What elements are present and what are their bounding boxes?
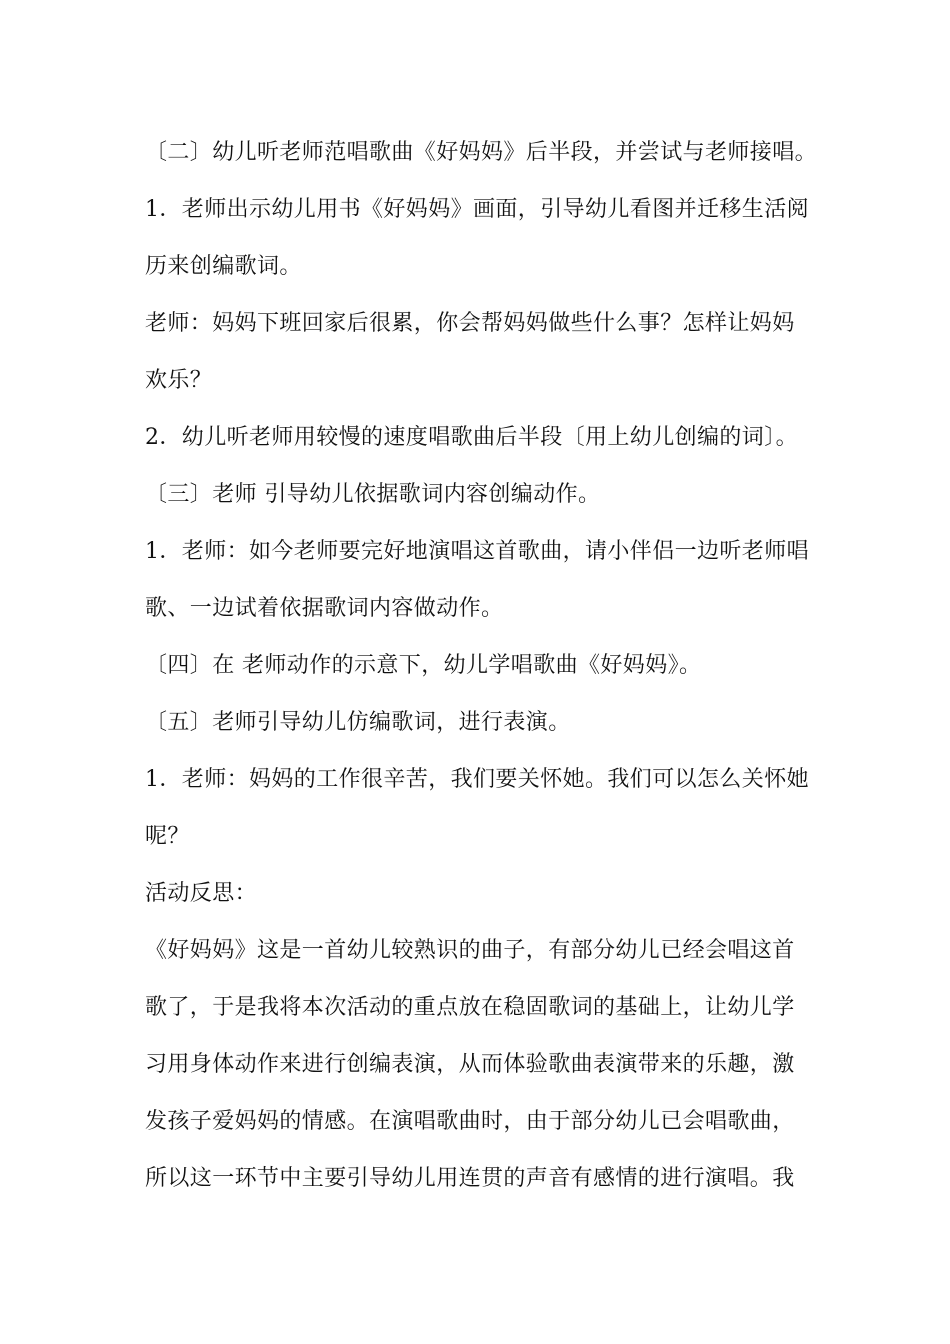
section-heading-2: 〔二〕幼儿听老师范唱歌曲《好妈妈》后半段，并尝试与老师接唱。 <box>145 140 818 165</box>
section-heading-4: 〔四〕在 老师动作的示意下，幼儿学唱歌曲《好妈妈》。 <box>145 653 702 678</box>
paragraph-line: 习用身体动作来进行创编表演，从而体验歌曲表演带来的乐趣，激 <box>145 1052 795 1077</box>
paragraph-line: 历来创编歌词。 <box>145 254 302 279</box>
reflection-heading: 活动反思： <box>145 881 258 906</box>
paragraph-line: 歌了，于是我将本次活动的重点放在稳固歌词的基础上，让幼儿学 <box>145 995 795 1020</box>
paragraph-line: 1．老师：如今老师要完好地演唱这首歌曲，请小伴侣一边听老师唱 <box>145 539 809 564</box>
paragraph-line: 呢？ <box>145 824 190 849</box>
paragraph-line: 老师：妈妈下班回家后很累，你会帮妈妈做些什么事？怎样让妈妈 <box>145 311 795 336</box>
paragraph-line: 发孩子爱妈妈的情感。在演唱歌曲时，由于部分幼儿已会唱歌曲， <box>145 1109 795 1134</box>
paragraph-line: 2．幼儿听老师用较慢的速度唱歌曲后半段〔用上幼儿创编的词〕。 <box>145 425 798 450</box>
paragraph-line: 所以这一环节中主要引导幼儿用连贯的声音有感情的进行演唱。我 <box>145 1166 795 1191</box>
paragraph-line: 1．老师出示幼儿用书《好妈妈》画面，引导幼儿看图并迁移生活阅 <box>145 197 809 222</box>
paragraph-line: 歌、一边试着依据歌词内容做动作。 <box>145 596 504 621</box>
paragraph-line: 欢乐？ <box>145 368 213 393</box>
section-heading-3: 〔三〕老师 引导幼儿依据歌词内容创编动作。 <box>145 482 601 507</box>
section-heading-5: 〔五〕老师引导幼儿仿编歌词，进行表演。 <box>145 710 571 735</box>
paragraph-line: 《好妈妈》这是一首幼儿较熟识的曲子，有部分幼儿已经会唱这首 <box>145 938 795 963</box>
paragraph-line: 1．老师：妈妈的工作很辛苦，我们要关怀她。我们可以怎么关怀她 <box>145 767 809 792</box>
